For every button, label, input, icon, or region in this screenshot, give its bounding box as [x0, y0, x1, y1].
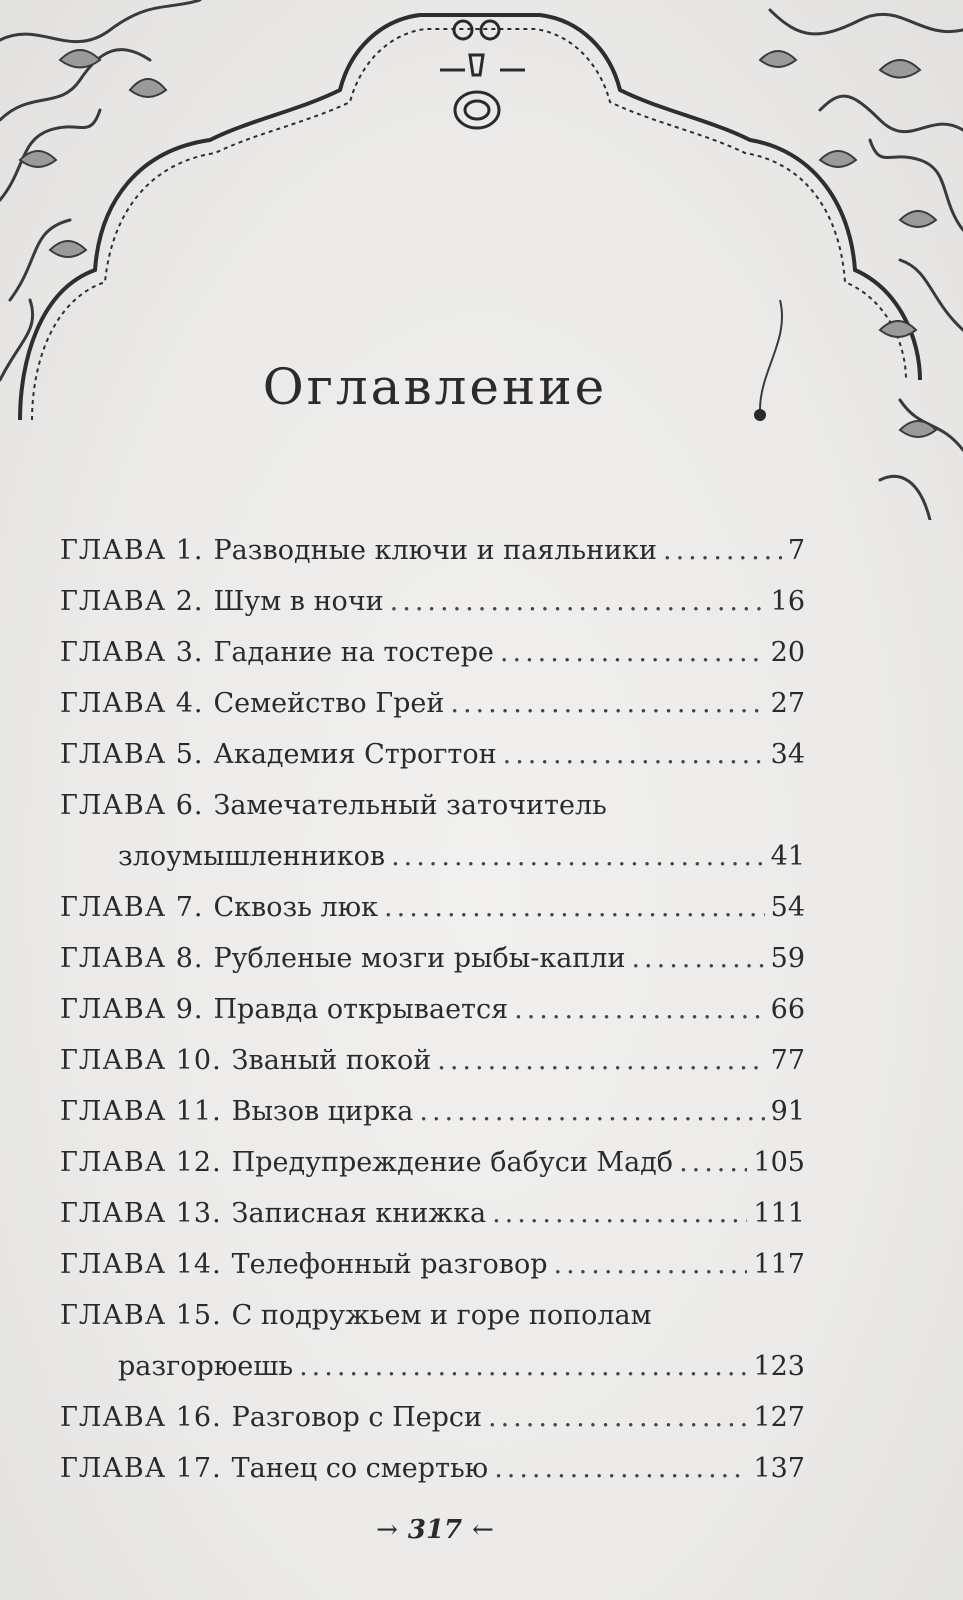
- toc-entry-text: [60, 729, 497, 780]
- page-number: 7: [787, 535, 805, 566]
- page-number: 41: [770, 841, 805, 872]
- dot-leader: [450, 678, 764, 729]
- page-number: 34: [770, 739, 805, 770]
- arrow-right-icon: →: [376, 1515, 398, 1545]
- dot-leader: [679, 1137, 747, 1188]
- table-of-contents: [60, 525, 805, 1494]
- dot-leader: [384, 882, 765, 933]
- page-number: 91: [770, 1096, 805, 1127]
- toc-entry-text: [60, 525, 657, 576]
- chapter-label: ГЛАВА 10.: [60, 1045, 222, 1076]
- toc-entry-text: [60, 576, 384, 627]
- toc-entry-text: [60, 882, 378, 933]
- page-number: 20: [770, 637, 805, 668]
- toc-entry: [60, 1188, 805, 1239]
- toc-entry-text: [60, 1290, 652, 1341]
- footer-page-number: 317: [407, 1515, 463, 1545]
- chapter-title: Танец со смертью: [231, 1453, 489, 1484]
- toc-entry: [60, 729, 805, 780]
- page-number: 127: [753, 1402, 805, 1433]
- chapter-title: Разговор с Перси: [231, 1402, 483, 1433]
- toc-entry: [60, 1392, 805, 1443]
- chapter-title-continued: злоумышленников: [118, 841, 386, 872]
- page-number: 27: [770, 688, 805, 719]
- chapter-title-continued: разгорюешь: [118, 1351, 294, 1382]
- toc-entry: [60, 1443, 805, 1494]
- toc-entry-text: [60, 1086, 413, 1137]
- chapter-label: ГЛАВА 5.: [60, 739, 204, 770]
- toc-entry: [60, 1137, 805, 1188]
- toc-entry-text: [60, 1392, 482, 1443]
- toc-entry-text: [60, 984, 508, 1035]
- chapter-label: ГЛАВА 16.: [60, 1402, 222, 1433]
- toc-entry: [60, 780, 805, 882]
- dot-leader: [391, 831, 765, 882]
- toc-entry-text: [60, 678, 444, 729]
- toc-entry: [60, 1035, 805, 1086]
- dot-leader: [390, 576, 765, 627]
- dot-leader: [514, 984, 765, 1035]
- toc-entry-text: [60, 1137, 673, 1188]
- dot-leader: [554, 1239, 748, 1290]
- chapter-label: ГЛАВА 9.: [60, 994, 204, 1025]
- chapter-label: ГЛАВА 8.: [60, 943, 204, 974]
- chapter-label: ГЛАВА 7.: [60, 892, 204, 923]
- chapter-label: ГЛАВА 3.: [60, 637, 204, 668]
- chapter-label: ГЛАВА 14.: [60, 1249, 222, 1280]
- toc-entry-text: [60, 1035, 431, 1086]
- chapter-title: Семейство Грей: [213, 688, 445, 719]
- dot-leader: [503, 729, 765, 780]
- page-number: 105: [753, 1147, 805, 1178]
- page-number: 117: [753, 1249, 805, 1280]
- page-number: 123: [753, 1351, 805, 1382]
- toc-entry-text: [60, 1239, 548, 1290]
- dot-leader: [492, 1188, 747, 1239]
- arrow-left-icon: ←: [472, 1515, 494, 1545]
- toc-entry: [60, 678, 805, 729]
- chapter-label: ГЛАВА 6.: [60, 790, 204, 821]
- dot-leader: [494, 1443, 747, 1494]
- chapter-title: Разводные ключи и паяльники: [213, 535, 657, 566]
- chapter-title: Вызов цирка: [231, 1096, 414, 1127]
- dot-leader: [663, 525, 782, 576]
- chapter-title: Предупреждение бабуси Мадб: [231, 1147, 674, 1178]
- chapter-label: ГЛАВА 15.: [60, 1300, 222, 1331]
- dot-leader: [500, 627, 765, 678]
- page-title: Оглавление: [262, 358, 608, 416]
- chapter-label: ГЛАВА 4.: [60, 688, 204, 719]
- toc-entry-text: [60, 1188, 486, 1239]
- chapter-title: Академия Строгтон: [213, 739, 497, 770]
- chapter-title: Званый покой: [231, 1045, 432, 1076]
- toc-entry: [60, 576, 805, 627]
- toc-entry: [60, 1290, 805, 1392]
- toc-entry: [60, 933, 805, 984]
- chapter-title: Сквозь люк: [213, 892, 379, 923]
- chapter-label: ГЛАВА 13.: [60, 1198, 222, 1229]
- decorative-vine-frame-icon: [0, 0, 963, 520]
- chapter-label: ГЛАВА 2.: [60, 586, 204, 617]
- toc-entry: [60, 525, 805, 576]
- chapter-title: С подружьем и горе пополам: [231, 1300, 652, 1331]
- toc-entry: [60, 1086, 805, 1137]
- chapter-title: Записная книжка: [231, 1198, 487, 1229]
- dot-leader: [631, 933, 764, 984]
- toc-entry-text: [60, 933, 625, 984]
- dot-leader: [419, 1086, 764, 1137]
- toc-entry: [60, 627, 805, 678]
- page-number: 111: [753, 1198, 805, 1229]
- toc-entry-text: [60, 780, 607, 831]
- chapter-label: ГЛАВА 11.: [60, 1096, 222, 1127]
- page-number: 16: [770, 586, 805, 617]
- chapter-title: Рубленые мозги рыбы-капли: [213, 943, 626, 974]
- chapter-title: Правда открывается: [213, 994, 509, 1025]
- toc-entry-text: [60, 1443, 488, 1494]
- page-number: 66: [770, 994, 805, 1025]
- page-number: 137: [753, 1453, 805, 1484]
- toc-entry: [60, 984, 805, 1035]
- toc-entry: [60, 882, 805, 933]
- dot-leader: [488, 1392, 747, 1443]
- page-number: 54: [770, 892, 805, 923]
- chapter-title: Гадание на тостере: [213, 637, 494, 668]
- chapter-title: Телефонный разговор: [231, 1249, 548, 1280]
- chapter-title: Шум в ночи: [213, 586, 384, 617]
- dot-leader: [437, 1035, 764, 1086]
- toc-entry-text: [60, 627, 494, 678]
- chapter-title: Замечательный заточитель: [213, 790, 607, 821]
- chapter-label: ГЛАВА 17.: [60, 1453, 222, 1484]
- chapter-label: ГЛАВА 12.: [60, 1147, 222, 1178]
- page-number: 77: [770, 1045, 805, 1076]
- dot-leader: [299, 1341, 747, 1392]
- chapter-label: ГЛАВА 1.: [60, 535, 204, 566]
- page-number: 59: [770, 943, 805, 974]
- page-footer: [0, 1515, 870, 1545]
- toc-entry: [60, 1239, 805, 1290]
